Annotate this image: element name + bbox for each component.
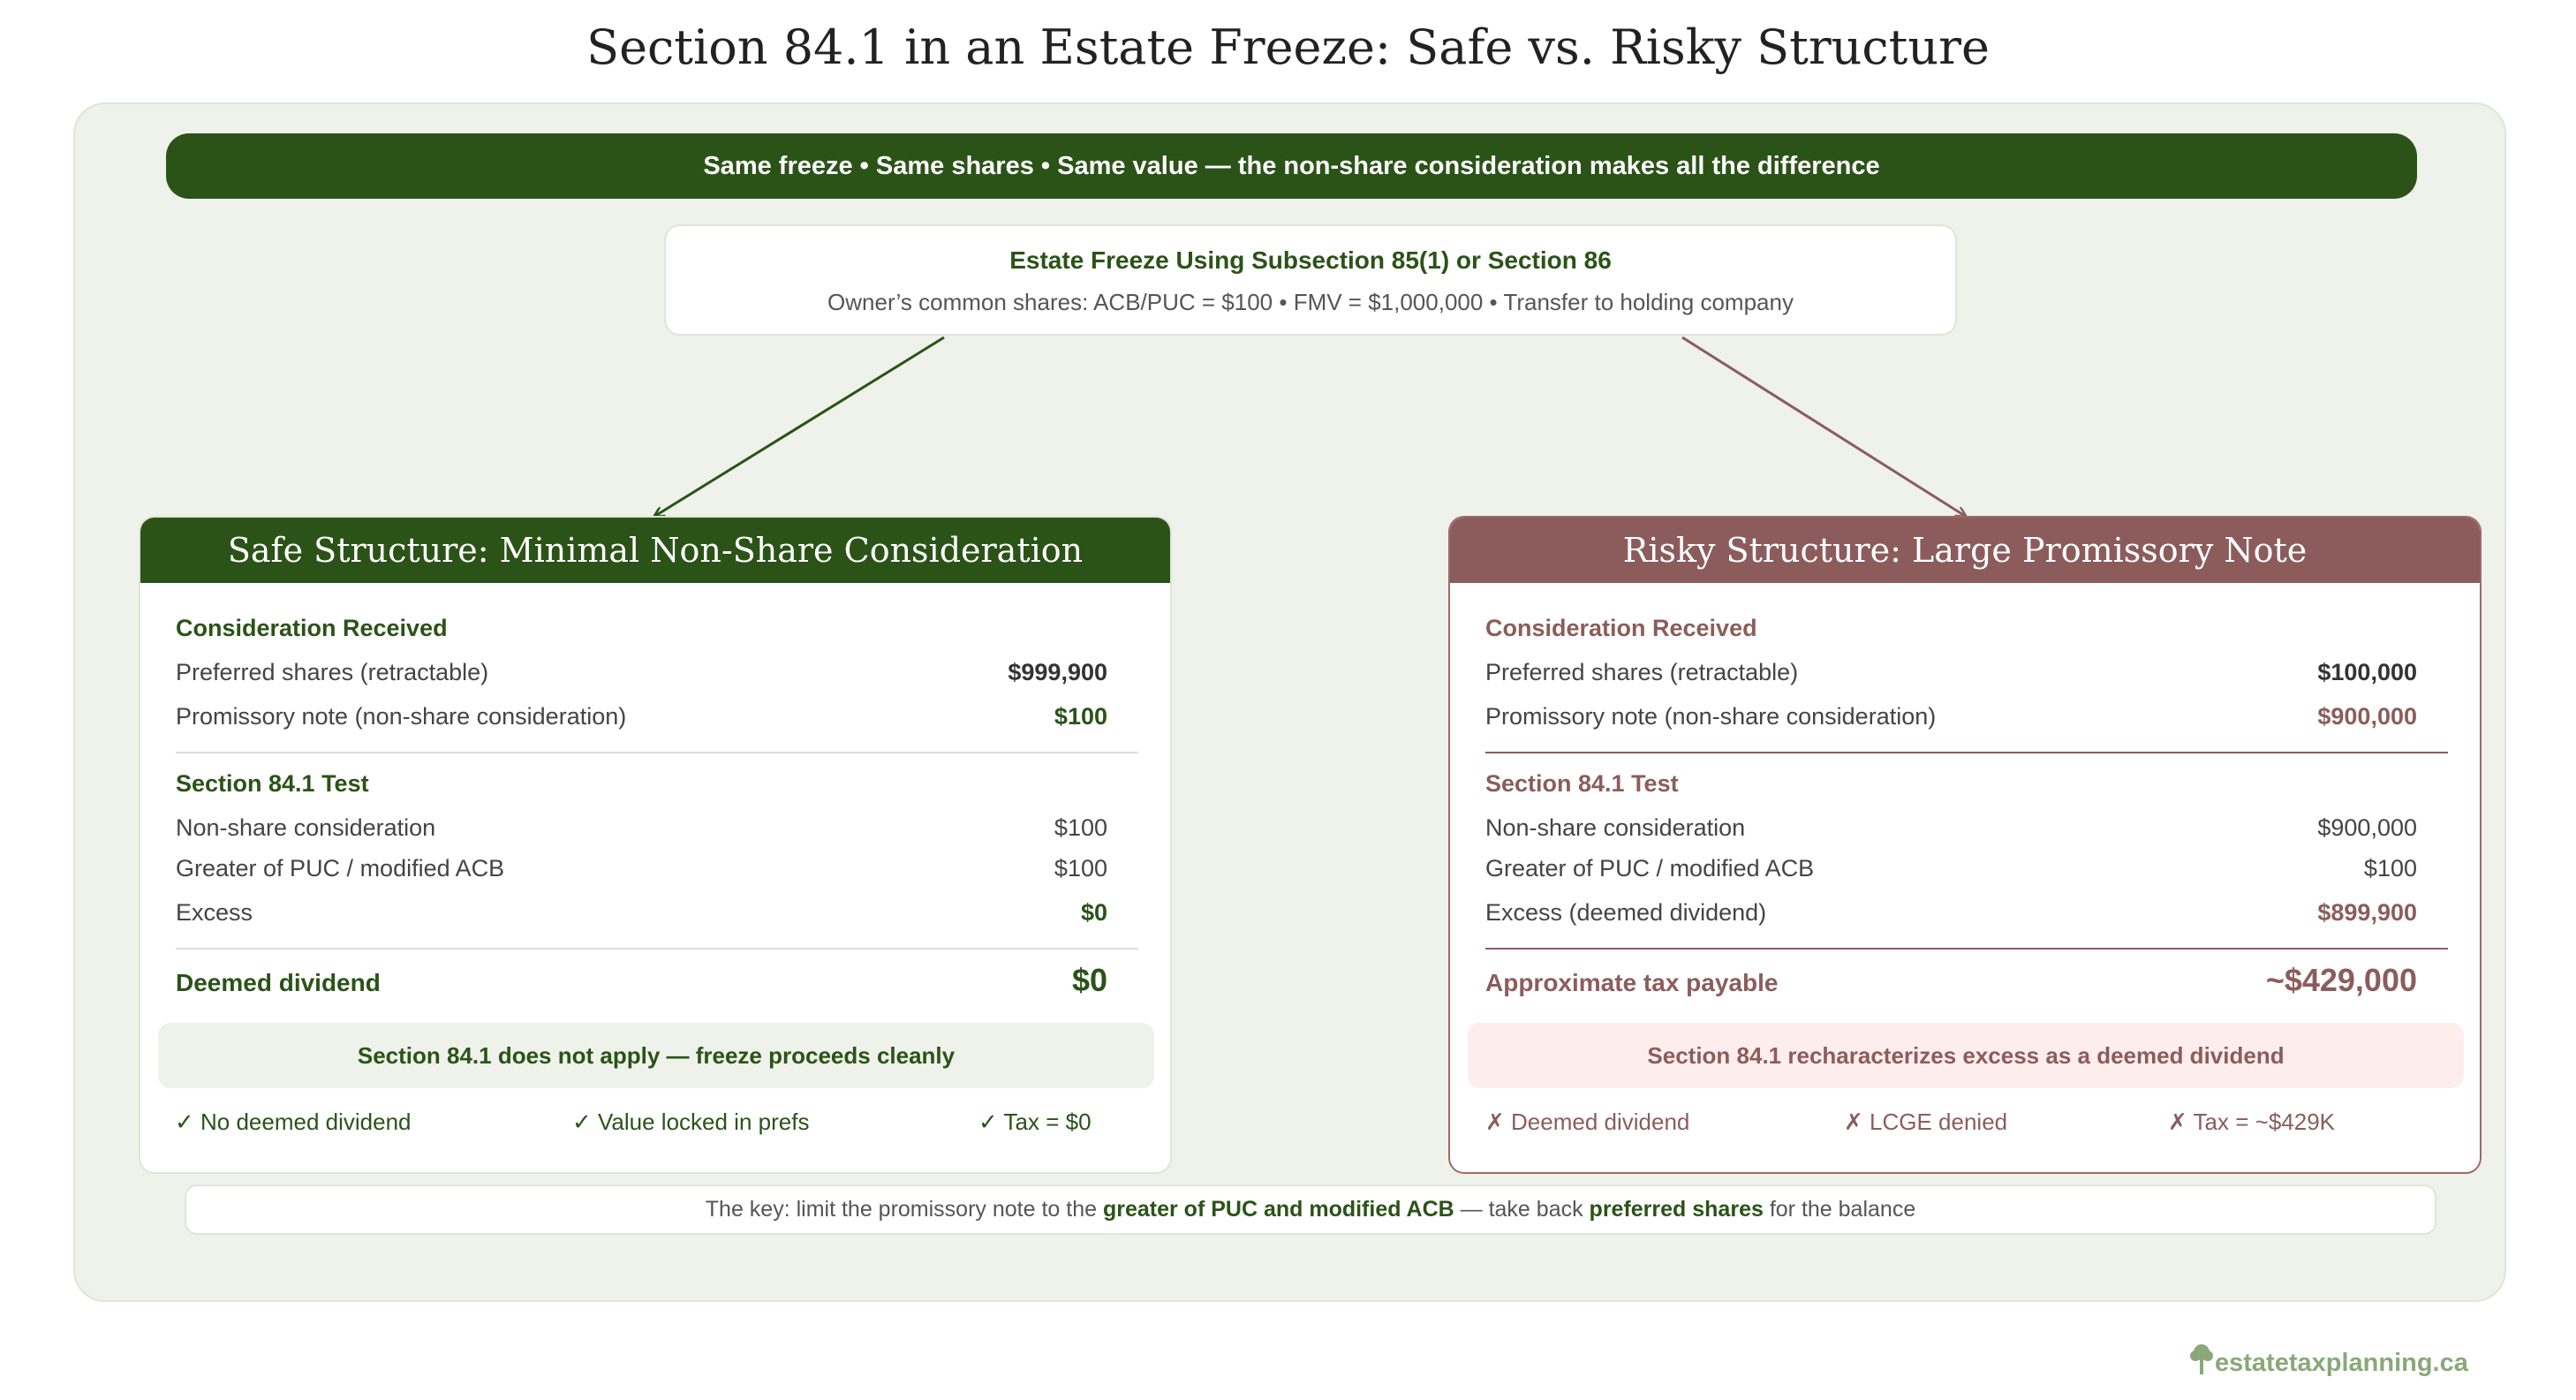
- risky-check-2: ✗ LCGE denied: [1844, 1109, 2008, 1135]
- key-text-pre: The key: limit the promissory note to the: [705, 1197, 1098, 1222]
- total-label: Deemed dividend: [176, 969, 381, 996]
- risky-consideration-heading: Consideration Received: [1485, 615, 1757, 641]
- summary-banner: Same freeze • Same shares • Same value — the non-share consideration makes all the difference: [166, 133, 2417, 199]
- row-value: $100: [1054, 814, 1107, 841]
- safe-status-box: Section 84.1 does not apply — freeze proceeds cleanly: [158, 1023, 1154, 1088]
- logo-text: estatetaxplanning.ca: [2215, 1349, 2468, 1377]
- total-value: $0: [1071, 962, 1107, 998]
- row-value: $999,900: [1008, 659, 1107, 685]
- row-label: Greater of PUC / modified ACB: [176, 855, 505, 882]
- safe-structure-card: [139, 516, 1172, 1174]
- safe-row-note: [176, 703, 1107, 730]
- estate-freeze-subtitle: Owner’s common shares: ACB/PUC = $100 • FMV = $1,000,000 • Transfer to holding company: [827, 289, 1794, 315]
- divider: [176, 752, 1138, 753]
- total-label: Approximate tax payable: [1485, 969, 1779, 996]
- row-label: Preferred shares (retractable): [1485, 659, 1799, 685]
- safe-check-2: ✓ Value locked in prefs: [572, 1109, 810, 1135]
- safe-total: [176, 962, 1107, 998]
- divider: [1485, 948, 2448, 950]
- risky-row-puc: [1485, 855, 2417, 882]
- row-label: Preferred shares (retractable): [176, 659, 489, 685]
- risky-structure-card: [1448, 516, 2482, 1174]
- risky-card-title: Risky Structure: Large Promissory Note: [1450, 518, 2480, 583]
- key-text-mid: — take back: [1460, 1197, 1583, 1222]
- row-value: $100: [2363, 855, 2417, 882]
- safe-check-1: ✓ No deemed dividend: [175, 1109, 412, 1135]
- risky-row-preferred: [1485, 659, 2417, 686]
- row-label: Excess (deemed dividend): [1485, 899, 1767, 926]
- row-label: Non-share consideration: [176, 814, 436, 841]
- estate-freeze-box: [664, 224, 1957, 336]
- estate-freeze-heading: Estate Freeze Using Subsection 85(1) or Section 86: [1009, 246, 1612, 274]
- divider: [1485, 752, 2448, 753]
- tree-icon: [2188, 1343, 2215, 1376]
- row-label: Promissory note (non-share consideration): [1485, 703, 1937, 730]
- row-value: $100,000: [2317, 659, 2417, 685]
- divider: [176, 948, 1138, 950]
- site-logo[interactable]: [2188, 1343, 2468, 1378]
- safe-row-preferred: [176, 659, 1107, 686]
- key-text-post: for the balance: [1769, 1197, 1916, 1222]
- row-value: $899,900: [2317, 899, 2417, 926]
- row-value: $900,000: [2317, 703, 2417, 730]
- total-value: ~$429,000: [2265, 962, 2417, 998]
- risky-row-nonshare: [1485, 814, 2417, 842]
- row-label: Promissory note (non-share consideration): [176, 703, 627, 730]
- risky-status-box: Section 84.1 recharacterizes excess as a deemed dividend: [1468, 1023, 2464, 1088]
- row-label: Excess: [176, 899, 253, 926]
- risky-check-3: ✗ Tax = ~$429K: [2168, 1109, 2335, 1135]
- row-value: $100: [1054, 703, 1107, 730]
- risky-test-heading: Section 84.1 Test: [1485, 770, 1679, 797]
- safe-row-excess: [176, 899, 1107, 927]
- key-takeaway: [185, 1184, 2436, 1235]
- risky-total: [1485, 962, 2417, 998]
- safe-card-title: Safe Structure: Minimal Non-Share Consideration: [140, 518, 1170, 583]
- safe-test-heading: Section 84.1 Test: [176, 770, 369, 797]
- key-text-bold-2: preferred shares: [1589, 1197, 1764, 1222]
- row-label: Greater of PUC / modified ACB: [1485, 855, 1815, 882]
- risky-row-excess: [1485, 899, 2417, 927]
- row-value: $100: [1054, 855, 1107, 882]
- risky-check-1: ✗ Deemed dividend: [1485, 1109, 1690, 1135]
- safe-check-3: ✓ Tax = $0: [978, 1109, 1092, 1135]
- diagram-title: Section 84.1 in an Estate Freeze: Safe vs. Risky Structure: [586, 19, 1990, 75]
- row-label: Non-share consideration: [1485, 814, 1746, 841]
- safe-row-nonshare: [176, 814, 1107, 842]
- safe-row-puc: [176, 855, 1107, 882]
- risky-row-note: [1485, 703, 2417, 730]
- row-value: $900,000: [2317, 814, 2417, 841]
- safe-consideration-heading: Consideration Received: [176, 615, 448, 641]
- key-text-bold-1: greater of PUC and modified ACB: [1102, 1197, 1454, 1222]
- row-value: $0: [1080, 899, 1107, 926]
